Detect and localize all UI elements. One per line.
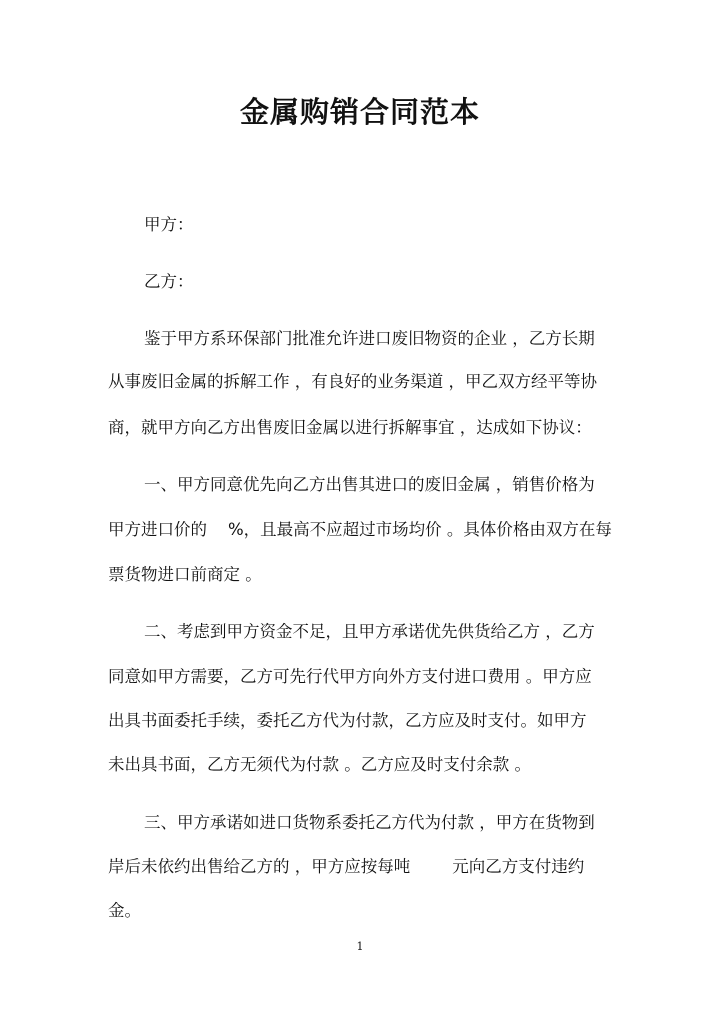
clause-3-line-2: 岸后未依约出售给乙方的 ，甲方应按每吨 元向乙方支付违约 — [108, 857, 585, 876]
party-b-label: 乙方： — [144, 272, 194, 291]
clause-1-line-2: 甲方进口价的 %，且最高不应超过市场均价 。具体价格由双方在每 — [108, 520, 612, 539]
preamble-line-3: 商，就甲方向乙方出售废旧金属以进行拆解事宜 ，达成如下协议： — [108, 418, 592, 437]
preamble-line-2: 从事废旧金属的拆解工作 ，有良好的业务渠道 ，甲乙双方经平等协 — [108, 372, 597, 391]
page-number: 1 — [356, 940, 364, 953]
clause-3-line-1: 三、甲方承诺如进口货物系委托乙方代为付款 ，甲方在货物到 — [144, 813, 595, 832]
party-a-label: 甲方： — [144, 215, 194, 234]
clause-2-line-2: 同意如甲方需要，乙方可先行代甲方向外方支付进口费用 。甲方应 — [108, 667, 592, 686]
preamble-line-1: 鉴于甲方系环保部门批准允许进口废旧物资的企业 ，乙方长期 — [144, 329, 595, 348]
clause-2-line-4: 未出具书面，乙方无须代为付款 。乙方应及时支付余款 。 — [108, 755, 531, 774]
clause-1-line-1: 一、甲方同意优先向乙方出售其进口的废旧金属 ，销售价格为 — [144, 475, 595, 494]
clause-1-line-3: 票货物进口前商定 。 — [108, 565, 262, 584]
clause-2-line-1: 二、考虑到甲方资金不足，且甲方承诺优先供货给乙方 ，乙方 — [144, 622, 595, 641]
clause-3-line-3: 金。 — [108, 901, 141, 920]
clause-2-line-3: 出具书面委托手续，委托乙方代为付款，乙方应及时支付。如甲方 — [108, 711, 587, 730]
document-title: 金属购销合同范本 — [239, 95, 480, 129]
